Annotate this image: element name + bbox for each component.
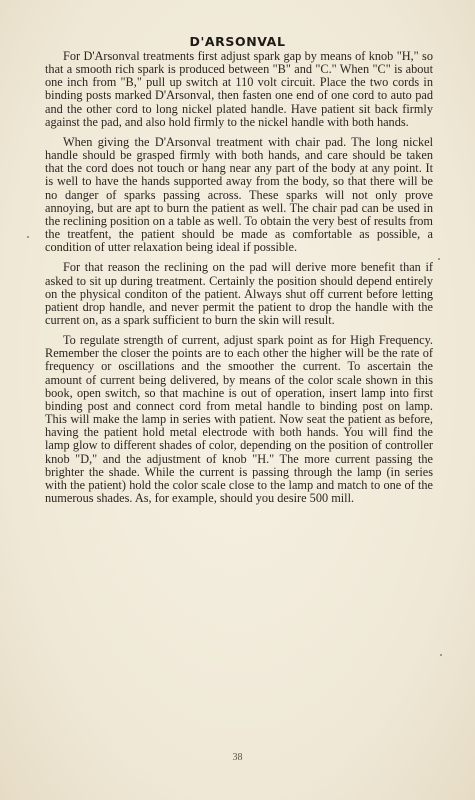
- paragraph-1: For D'Arsonval treatments first adjust spark gap by means of knob "H," so that a smooth rich spark is produced between "B" and "C." When "C" is about one inch from "B," pull up switch at 110 volt circuit. Place the two cords in binding posts marked D'Arsonval, then fasten one end of one cord to auto pad and the other cord to long nickel plated handle. Have patient sit back firmly against the pad, and also hold firmly to the nickel handle with both hands.: [45, 49, 433, 129]
- page-title: D'ARSONVAL: [189, 34, 286, 49]
- paper-speck: [27, 236, 29, 238]
- body-text: [45, 50, 433, 512]
- paragraph-4: To regulate strength of current, adjust spark point as for High Frequency. Remember the closer the points are to each other the higher will be the rate of frequency or oscillations and the smoother the current. To ascertain the amount of current being delivered, by means of the color scale shown in this book, open switch, so that machine is out of operation, insert lamp into first binding post and connect cord from metal handle to binding post on lamp. This will make the lamp in series with patient. Now seat the patient as before, having the patient hold metal electrode with both hands. You will find the lamp glow to different shades of color, depending on the position of controller knob "D," and the adjustment of knob "H." The more current passing the brighter the shade. While the current is passing through the lamp (in series with the patient) hold the color scale close to the lamp and match to one of the numerous shades. As, for example, should you desire 500 mill.: [45, 333, 433, 505]
- paragraph-3: For that reason the reclining on the pad will derive more benefit than if asked to sit up during treatment. Certainly the position should depend entirely on the physical conditon of the patient. Always shut off current before letting patient drop handle, and never permit the patient to drop the handle with the current on, as a spark sufficient to burn the skin will result.: [45, 260, 433, 327]
- paper-speck: [438, 258, 440, 260]
- paragraph-2: When giving the D'Arsonval treatment with chair pad. The long nickel handle should be grasped firmly with both hands, and care should be taken that the cord does not touch or hang near any part of the body at any point. It is well to have the hands supported away from the body, so that there will be no danger of sparks passing across. These sparks will not only prove annoying, but are apt to burn the patient as well. The chair pad can be used in the reclining position on a table as well. To obtain the very best of results from the treatfent, the patient should be made as comfortable as possible, a condition of utter relaxation being ideal if possible.: [45, 134, 433, 255]
- paper-speck: [440, 654, 442, 656]
- page-number: 38: [232, 752, 243, 763]
